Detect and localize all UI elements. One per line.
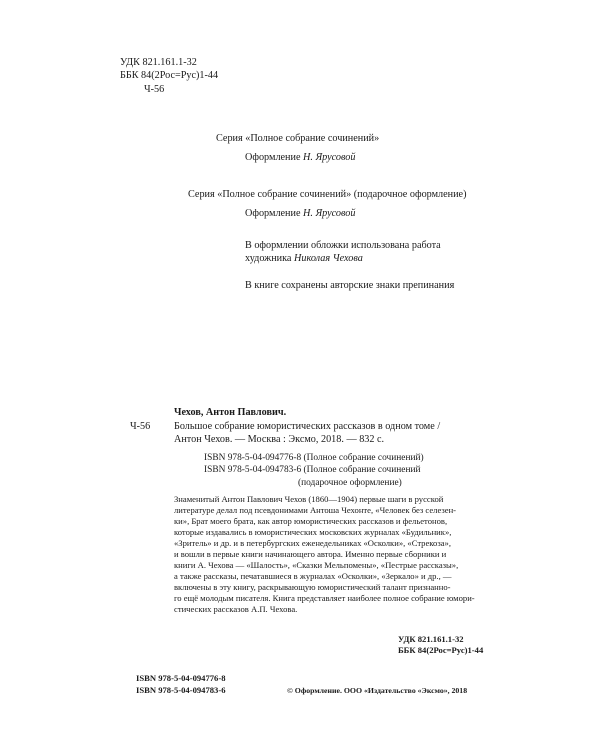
bib-isbn-line: (подарочное оформление) [298,477,402,488]
series-2-design-name: Н. Ярусовой [303,208,356,219]
cover-note-line2 [245,252,363,265]
bib-line: Антон Чехов. — Москва : Эксмо, 2018. — 832 с. [174,434,385,445]
annotation-line: ки», Брат моего брата, как автор юмористических рассказов и фельетонов, [174,516,448,526]
series-2-design-label: Оформление [245,208,301,219]
bbk-bottom: ББК 84(2Рос=Рус)1-44 [398,645,484,655]
isbn-bottom-1: ISBN 978-5-04-094776-8 [136,673,226,683]
annotation [174,494,499,615]
udk-top: УДК 821.161.1-32 [120,57,197,68]
bib-description [174,420,440,446]
author-mark-top: Ч-56 [144,84,165,95]
copyright: © Оформление. ООО «Издательство «Эксмо», 2018 [287,686,468,695]
punctuation-note: В книге сохранены авторские знаки препинания [245,280,455,291]
annotation-line: го ещё молодым писателя. Книга представляет наиболее полное собрание юмори- [174,593,475,603]
series-1-design [245,151,356,164]
series-1-title: Серия «Полное собрание сочинений» [216,133,380,144]
isbn-bottom-2: ISBN 978-5-04-094783-6 [136,685,226,695]
cover-note-line1: В оформлении обложки использована работа [245,240,441,251]
annotation-line: которые издавались в юмористических московских журналах «Будильник», [174,527,452,537]
annotation-line: Знаменитый Антон Павлович Чехов (1860—1904) первые шаги в русской [174,494,444,504]
series-2-title: Серия «Полное собрание сочинений» (подарочное оформление) [188,189,467,200]
annotation-line: и вошли в первые книги начинающего автора. Именно первые сборники и [174,549,447,559]
bib-author: Чехов, Антон Павлович. [174,407,287,418]
annotation-line: стических рассказов А.П. Чехова. [174,604,298,614]
series-2-design [245,207,356,220]
annotation-line: «Зритель» и др. и в петербургских еженедельниках «Осколки», «Стрекоза», [174,538,451,548]
series-1-design-name: Н. Ярусовой [303,152,356,163]
annotation-line: а также рассказы, печатавшиеся в журналах «Осколки», «Зеркало» и др., — [174,571,452,581]
annotation-line: включены в эту книгу, раскрывающую юмористический талант признанно- [174,582,451,592]
bbk-top: ББК 84(2Рос=Рус)1-44 [120,70,219,81]
annotation-line: литературе делал под псевдонимами Антоша Чехонте, «Человек без селезен- [174,505,457,515]
bib-isbn-line: ISBN 978-5-04-094776-8 (Полное собрание сочинений) [204,453,424,463]
bib-isbn-block [204,452,424,489]
series-1-design-label: Оформление [245,152,301,163]
cover-note-artist: Николая Чехова [294,253,363,264]
cover-note-prefix: художника [245,253,292,264]
bib-line: Большое собрание юмористических рассказов в одном томе / [174,421,441,432]
bib-isbn-line: ISBN 978-5-04-094783-6 (Полное собрание сочинений [204,465,421,476]
udk-bottom: УДК 821.161.1-32 [398,634,464,644]
bib-author-mark: Ч-56 [130,421,151,432]
annotation-line: книги А. Чехова — «Шалость», «Сказки Мельпомены», «Пестрые рассказы», [174,560,459,570]
